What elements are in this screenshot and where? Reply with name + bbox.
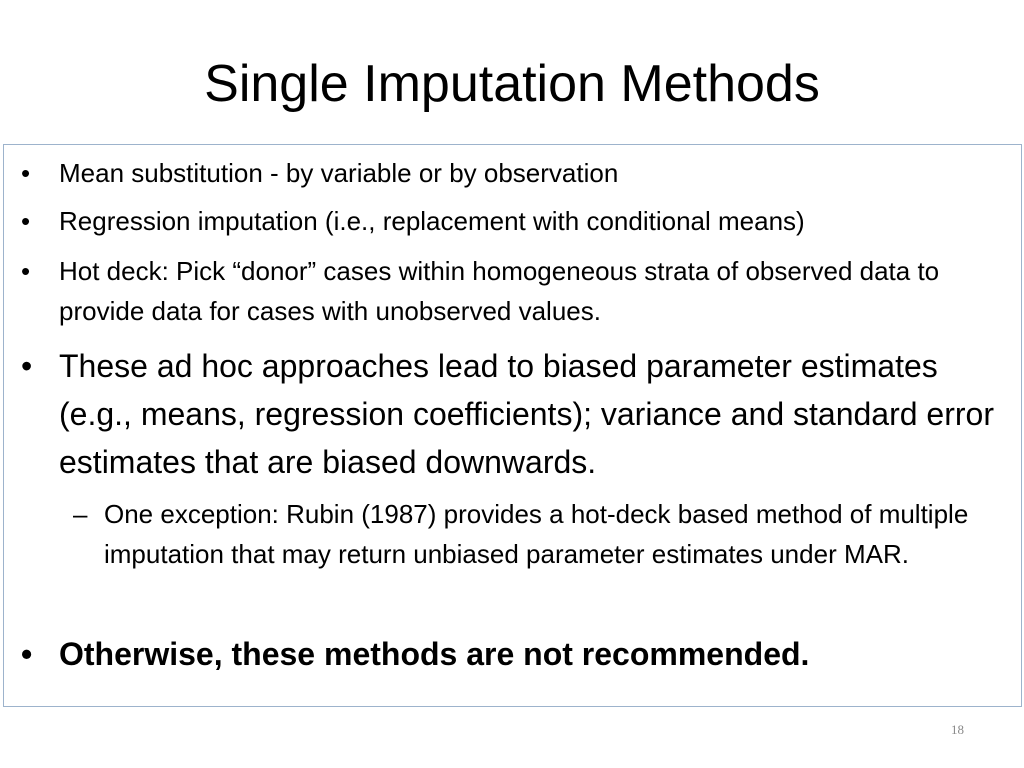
bullet-marker: • xyxy=(21,158,31,188)
bullet-marker: • xyxy=(21,256,31,286)
content-box xyxy=(3,144,1022,707)
sub-bullet-text: One exception: Rubin (1987) provides a hot-deck based method of multiple imputation that may return unbiased parameter estimates under MAR. xyxy=(104,499,969,569)
slide-title: Single Imputation Methods xyxy=(204,55,820,113)
bullet-text: These ad hoc approaches lead to biased parameter estimates (e.g., means, regression coefficients); variance and standard error estimates that are biased downwards. xyxy=(59,348,994,480)
slide-number: 18 xyxy=(951,722,964,737)
bullet-marker: • xyxy=(21,348,33,384)
bullet-text: Hot deck: Pick “donor” cases within homogeneous strata of observed data to provide data for cases with unobserved values. xyxy=(59,256,940,326)
bullet-text: Otherwise, these methods are not recommended. xyxy=(59,636,810,672)
bullet-marker: • xyxy=(21,206,31,236)
bullet-text: Regression imputation (i.e., replacement with conditional means) xyxy=(59,206,805,236)
bullet-marker: • xyxy=(21,636,33,672)
bullet-text: Mean substitution - by variable or by observation xyxy=(59,158,619,188)
sub-bullet-marker: – xyxy=(73,499,88,529)
